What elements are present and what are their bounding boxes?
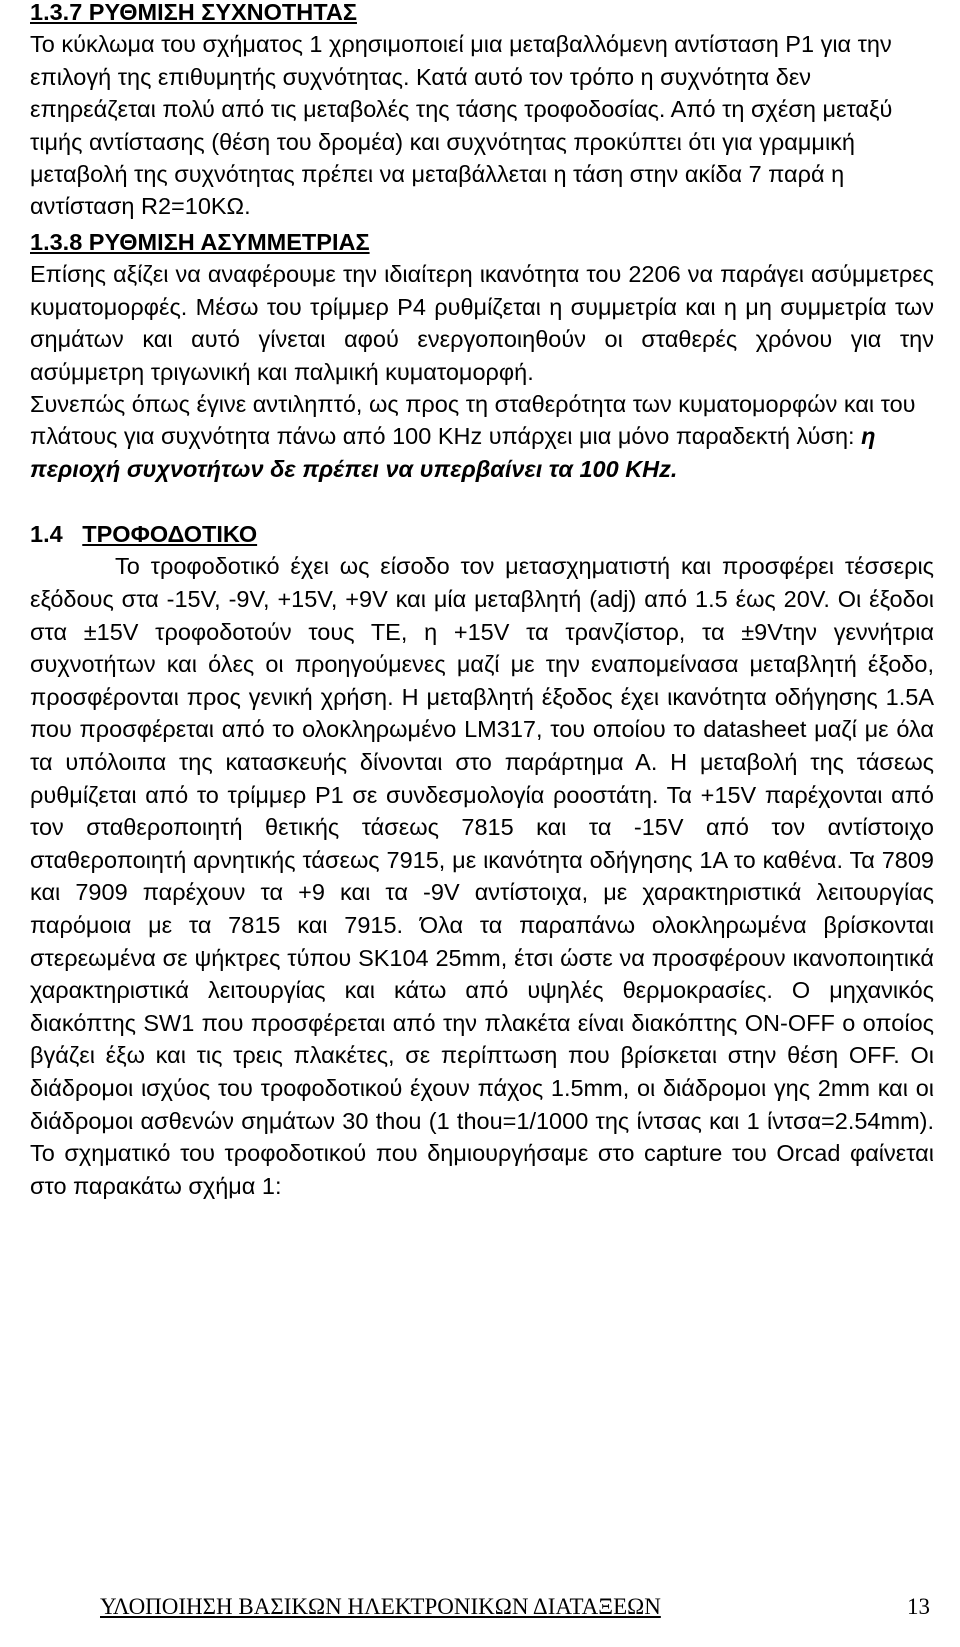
section-heading: 1.3.7 ΡΥΘΜΙΣΗ ΣΥΧΝΟΤΗΤΑΣ	[30, 0, 357, 25]
conclusion-paragraph	[30, 388, 934, 485]
section-1-3-7	[30, 0, 934, 223]
conclusion-lead: Συνεπώς όπως έγινε αντιληπτό, ως προς τη σταθερότητα των κυματομορφών και του πλάτους για συχνότητα πάνω από 100 KHz υπάρχει μια μόνο παραδεκτή λύση:	[30, 391, 916, 450]
footer-title: ΥΛΟΠΟΙΗΣΗ ΒΑΣΙΚΩΝ ΗΛΕΚΤΡΟΝΙΚΩΝ ΔΙΑΤΑΞΕΩΝ	[100, 1594, 661, 1619]
page-footer	[0, 1588, 960, 1628]
section-heading	[30, 518, 934, 550]
section-1-4	[30, 518, 934, 1202]
section-number: 1.4	[30, 521, 63, 547]
conclusion-emphasis: η περιοχή συχνοτήτων δε πρέπει να υπερβαίνει τα 100 KHz.	[30, 423, 876, 482]
section-1-3-8	[30, 226, 934, 485]
section-heading: 1.3.8 ΡΥΘΜΙΣΗ ΑΣΥΜΜΕΤΡΙΑΣ	[30, 229, 370, 255]
section-paragraph: Επίσης αξίζει να αναφέρουμε την ιδιαίτερη ικανότητα του 2206 να παράγει ασύμμετρες κυματομορφές. Μέσω του τρίμμερ P4 ρυθμίζεται η συμμετρία και η μη συμμετρία των σημάτων και αυτό γίνεται αφού ενεργοποιηθούν οι σταθερές χρόνου για την ασύμμετρη τριγωνική και παλμική κυματομορφή.	[30, 261, 934, 385]
section-title: ΤΡΟΦΟΔΟΤΙΚΟ	[82, 521, 258, 547]
section-paragraph: Το τροφοδοτικό έχει ως είσοδο τον μετασχηματιστή και προσφέρει τέσσερις εξόδους στα -15V, -9V, +15V, +9V και μία μεταβλητή (adj) από 1.5 έως 20V. Οι έξοδοι στα ±15V τροφοδοτούν τους ΤΕ, η +15V τα τρανζίστορ, τα ±9Vτην γεννήτρια συχνοτήτων και όλες οι προηγούμενες μαζί με την εναπομείνασα μεταβλητή έξοδο, προσφέρονται προς γενική χρήση. Η μεταβλητή έξοδος έχει ικανότητα οδήγησης 1.5A που προσφέρεται από το ολοκληρωμένο LM317, του οποίου το datasheet μαζί με όλα τα υπόλοιπα της κατασκευής δίνονται στο παράρτημα Α. Η μεταβολή της τάσεως ρυθμίζεται από το τρίμμερ P1 σε συνδεσμολογία ροοστάτη. Τα +15V παρέχονται από τον σταθεροποιητή θετικής τάσεως 7815 και τα -15V από τον αντίστοιχο σταθεροποιητή αρνητικής τάσεως 7915, με ικανότητα οδήγησης 1A το καθένα. Τα 7809 και 7909 παρέχουν τα +9 και τα -9V αντίστοιχα, με χαρακτηριστικά λειτουργίας παρόμοια με τα 7815 και 7915. Όλα τα παραπάνω ολοκληρωμένα βρίσκονται στερεωμένα σε ψήκτρες τύπου SK104 25mm, έτσι ώστε να προσφέρουν ικανοποιητικά χαρακτηριστικά λειτουργίας και κάτω από υψηλές θερμοκρασίες. Ο μηχανικός διακόπτης SW1 που προσφέρεται από την πλακέτα είναι διακόπτης ON-OFF ο οποίος βγάζει έξω και τις τρεις πλακέτες, σε περίπτωση που βρίσκεται στην θέση OFF. Οι διάδρομοι ισχύος του τροφοδοτικού έχουν πάχος 1.5mm, οι διάδρομοι γης 2mm και οι διάδρομοι ασθενών σημάτων 30 thou (1 thou=1/1000 της ίντσας και 1 ίντσα=2.54mm). Το σχηματικό του τροφοδοτικού που δημιουργήσαμε στο capture του Orcad φαίνεται στο παρακάτω σχήμα 1:	[30, 553, 934, 1199]
page-number: 13	[907, 1594, 930, 1619]
section-paragraph: Το κύκλωμα του σχήματος 1 χρησιμοποιεί μια μεταβαλλόμενη αντίσταση P1 για την επιλογή της επιθυμητής συχνότητας. Κατά αυτό τον τρόπο η συχνότητα δεν επηρεάζεται πολύ από τις μεταβολές της τάσης τροφοδοσίας. Από τη σχέση μεταξύ τιμής αντίστασης (θέση του δρομέα) και συχνότητας προκύπτει ότι για γραμμική μεταβολή της συχνότητας πρέπει να μεταβάλλεται η τάση στην ακίδα 7 παρά η αντίσταση R2=10ΚΩ.	[30, 31, 893, 220]
